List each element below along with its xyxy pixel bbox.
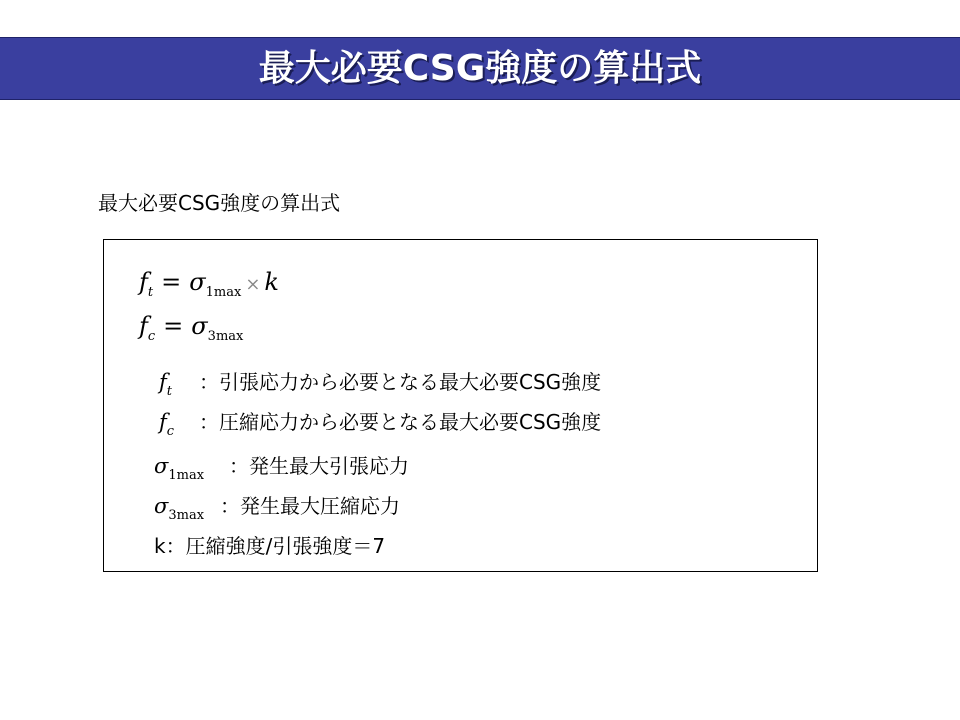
symbol-f: f: [139, 268, 148, 296]
definition-fc: [159, 406, 602, 439]
symbol-sigma: σ: [154, 454, 169, 478]
symbol-f: f: [159, 370, 167, 394]
subscript-3max: 3max: [207, 329, 244, 344]
subscript-1max: 1max: [205, 285, 242, 300]
formula-ft: [139, 268, 279, 300]
subscript-t: t: [147, 285, 154, 300]
symbol-k: k: [264, 268, 279, 296]
definition-text-sigma3max: ：発生最大圧縮応力: [220, 494, 400, 518]
subscript-c: c: [166, 424, 175, 439]
definition-text-k: k：圧縮強度/引張強度＝7: [154, 534, 386, 558]
definition-text-fc: ：圧縮応力から必要となる最大必要CSG強度: [199, 410, 602, 434]
formula-fc: [139, 312, 244, 344]
times-sign: ×: [245, 274, 261, 295]
formula-box: [103, 239, 818, 572]
equals-sign: =: [163, 312, 184, 340]
equals-sign: =: [161, 268, 182, 296]
symbol-sigma: σ: [191, 312, 208, 340]
definition-sigma3max: [154, 490, 400, 523]
subscript-t: t: [166, 384, 173, 399]
subscript-c: c: [147, 329, 156, 344]
definition-text-sigma1max: ：発生最大引張応力: [229, 454, 409, 478]
definition-sigma1max: [154, 450, 409, 483]
section-heading: 最大必要CSG強度の算出式: [98, 191, 341, 215]
symbol-f: f: [139, 312, 148, 340]
slide-title: 最大必要CSG強度の算出式: [258, 48, 702, 89]
symbol-sigma: σ: [189, 268, 206, 296]
symbol-f: f: [159, 410, 167, 434]
definition-k: [154, 530, 385, 559]
symbol-sigma: σ: [154, 494, 169, 518]
definition-text-ft: ：引張応力から必要となる最大必要CSG強度: [199, 370, 602, 394]
title-bar: [0, 37, 960, 100]
definition-ft: [159, 366, 602, 399]
subscript-3max: 3max: [168, 508, 205, 523]
subscript-1max: 1max: [168, 468, 205, 483]
